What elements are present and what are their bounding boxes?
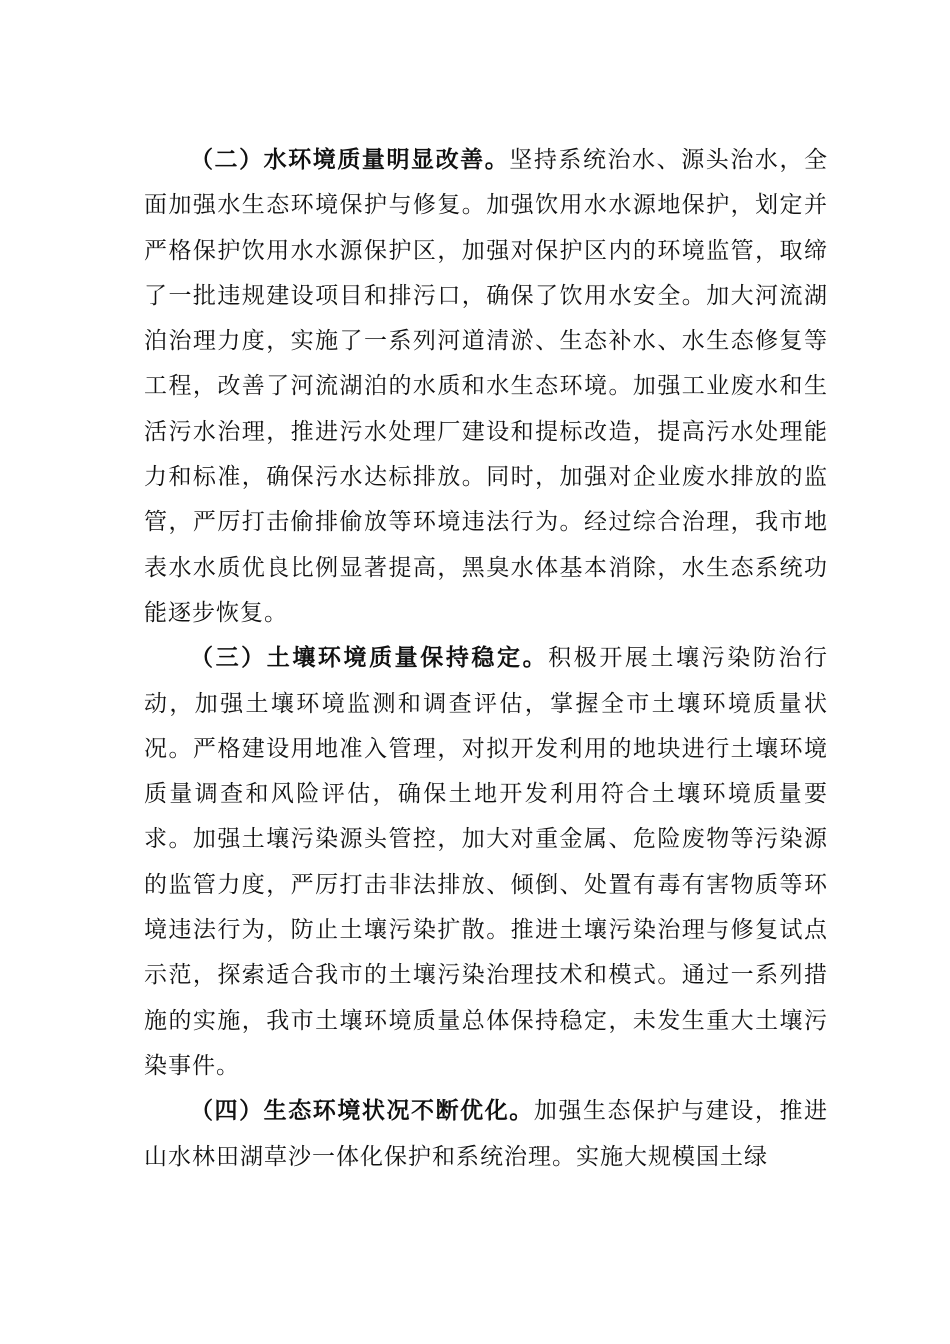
paragraph-ecological-environment xyxy=(144,1089,828,1180)
paragraph-heading: （二）水环境质量明显改善。 xyxy=(190,147,510,173)
paragraph-text: 坚持系统治水、源头治水，全面加强水生态环境保护与修复。加强饮用水水源地保护，划定并严格保护饮用水水源保护区，加强对保护区内的环境监管，取缔了一批违规建设项目和排污口，确保了饮用水安全。加大河流湖泊治理力度，实施了一系列河道清淤、生态补水、水生态修复等工程，改善了河流湖泊的水质和水生态环境。加强工业废水和生活污水治理，推进污水处理厂建设和提标改造，提高污水处理能力和标准，确保污水达标排放。同时，加强对企业废水排放的监管，严厉打击偷排偷放等环境违法行为。经过综合治理，我市地表水水质优良比例显著提高，黑臭水体基本消除，水生态系统功能逐步恢复。 xyxy=(144,147,829,626)
paragraph-text: 积极开展土壤污染防治行动，加强土壤环境监测和调查评估，掌握全市土壤环境质量状况。严格建设用地准入管理，对拟开发利用的地块进行土壤环境质量调查和风险评估，确保土地开发利用符合土壤环境质量要求。加强土壤污染源头管控，加大对重金属、危险废物等污染源的监管力度，严厉打击非法排放、倾倒、处置有毒有害物质等环境违法行为，防止土壤污染扩散。推进土壤污染治理与修复试点示范，探索适合我市的土壤污染治理技术和模式。通过一系列措施的实施，我市土壤环境质量总体保持稳定，未发生重大土壤污染事件。 xyxy=(144,645,829,1079)
paragraph-heading: （四）生态环境状况不断优化。 xyxy=(190,1098,534,1125)
paragraph-text: 加强生态保护与建设，推进山水林田湖草沙一体化保护和系统治理。实施大规模国土绿 xyxy=(144,1098,829,1170)
paragraph-heading: （三）土壤环境质量保持稳定。 xyxy=(190,645,549,672)
paragraph-water-environment xyxy=(144,138,828,636)
paragraph-soil-environment xyxy=(144,636,828,1089)
document-body xyxy=(144,138,828,1180)
